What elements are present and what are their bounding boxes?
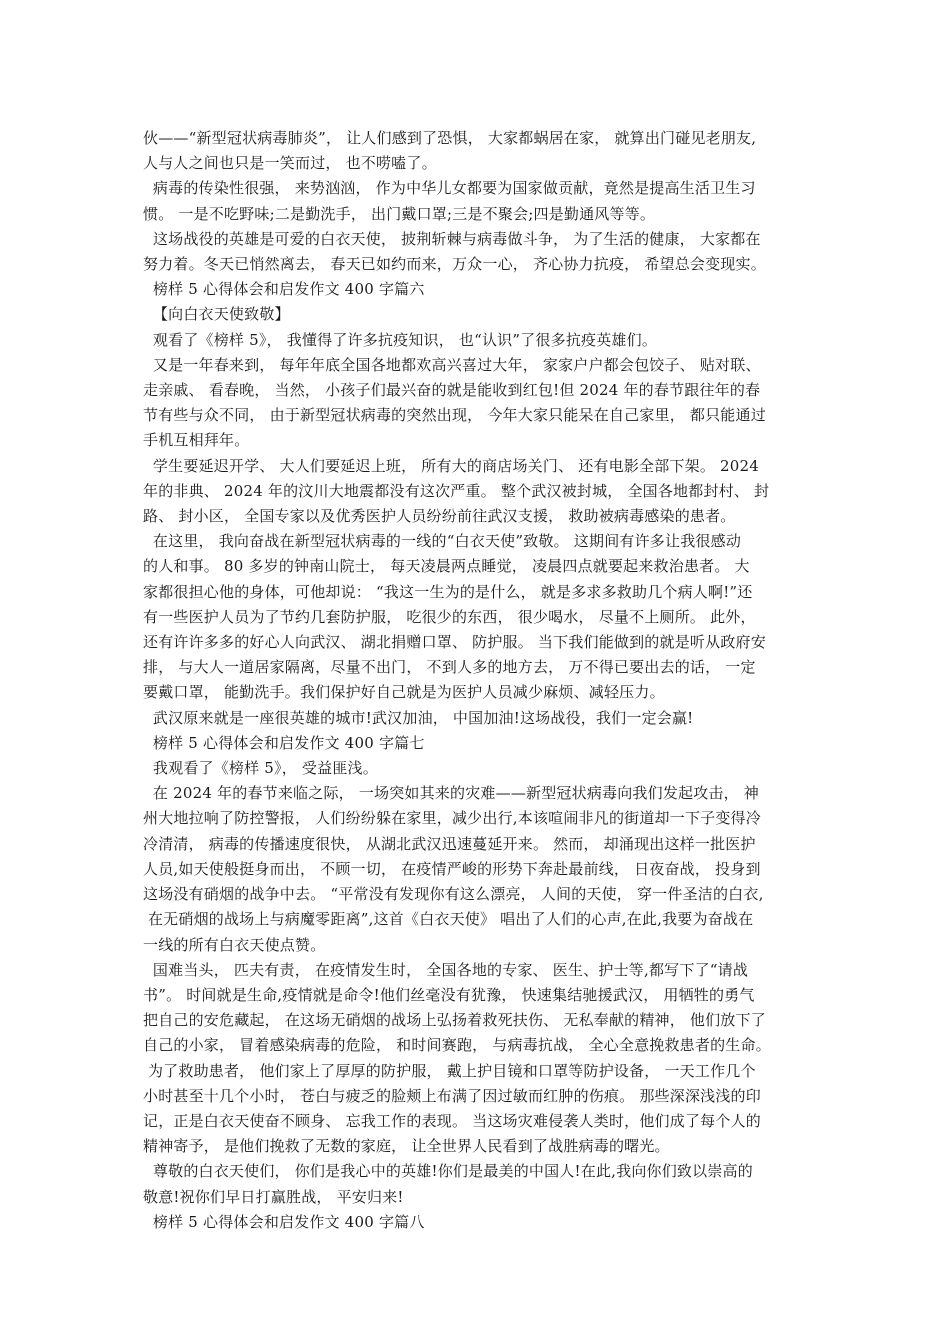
paragraph	[143, 706, 815, 731]
paragraph	[143, 126, 815, 176]
text-line: 【向白衣天使致敬】	[143, 305, 290, 324]
paragraph	[143, 1159, 815, 1209]
text-line: 要戴口罩， 能勤洗手。我们保护好自己就是为医护人员减少麻烦、减轻压力。	[143, 683, 665, 702]
text-line: 精神寄予， 是他们挽救了无数的家庭， 让全世界人民看到了战胜病毒的曙光。	[143, 1137, 670, 1156]
text-line: 这场战役的英雄是可爱的白衣天使， 披荆斩棘与病毒做斗争， 为了生活的健康， 大家都在	[143, 229, 761, 248]
text-line: 在无硝烟的战场上与病魔零距离”,这首《白衣天使》 唱出了人们的心声,在此,我要为奋战在	[143, 910, 754, 929]
paragraph	[143, 328, 815, 353]
text-line: 这场没有硝烟的战争中去。 “平常没有发现你有这么漂亮， 人间的天使， 穿一件圣洁的白衣,	[143, 885, 764, 904]
text-line: 人员,如天使般挺身而出， 不顾一切， 在疫情严峻的形势下奔赴最前线， 日夜奋战， 投身到	[143, 859, 761, 878]
text-line: 还有许许多多的好心人向武汉、 湖北捐赠口罩、 防护服。 当下我们能做到的就是听从政府安	[143, 633, 766, 652]
text-line: 自己的小家， 冒着感染病毒的危险， 和时间赛跑， 与病毒抗战， 全心全意挽救患者的生命。	[143, 1036, 771, 1055]
text-line: 排， 与大人一道居家隔离，尽量不出门， 不到人多的地方去， 万不得已要出去的话， 一定	[143, 658, 756, 677]
text-line: 手机互相拜年。	[143, 431, 250, 450]
text-line: 榜样 5 心得体会和启发作文 400 字篇六	[143, 280, 425, 299]
text-line: 走亲戚、 看春晚， 当然， 小孩子们最兴奋的就是能收到红包!但 2024 年的春节跟往年的春	[143, 381, 761, 400]
text-line: 书”。 时间就是生命,疫情就是命令!他们丝毫没有犹豫， 快速集结驰援武汉， 用牺牲的勇气	[143, 985, 755, 1004]
text-line: 在这里， 我向奋战在新型冠状病毒的一线的“白衣天使”致敬。 这期间有许多让我很感动	[143, 532, 742, 551]
text-line: 的人和事。 80 多岁的钟南山院士， 每天凌晨两点睡觉， 凌晨四点就要起来救治患者。 大	[143, 557, 750, 576]
paragraph	[143, 529, 815, 705]
text-line: 伙——“新型冠状病毒肺炎”， 让人们感到了恐惧， 大家都蜗居在家， 就算出门碰见老朋友,	[143, 129, 757, 147]
text-line: 为了救助患者， 他们家上了厚厚的防护服， 戴上护目镜和口罩等防护设备， 一天工作几个	[143, 1061, 756, 1080]
section-heading	[143, 302, 815, 327]
section-heading	[143, 277, 815, 302]
section-heading	[143, 1210, 815, 1235]
text-line: 观看了《榜样 5》， 我懂得了许多抗疫知识， 也“认识”了很多抗疫英雄们。	[143, 330, 658, 349]
text-line: 尊敬的白衣天使们， 你们是我心中的英雄!你们是最美的中国人!在此,我向你们致以崇高的	[143, 1162, 753, 1181]
text-line: 一线的所有白衣天使点赞。	[143, 935, 326, 954]
paragraph	[143, 227, 815, 277]
text-line: 努力着。冬天已悄然离去， 春天已如约而来，万众一心， 齐心协力抗疫， 希望总会变现实。	[143, 255, 766, 274]
text-line: 敬意!祝你们早日打赢胜战， 平安归来!	[143, 1187, 404, 1206]
text-line: 州大地拉响了防控警报， 人们纷纷躲在家里，减少出行,本该喧闹非凡的街道却一下子变得冷	[143, 809, 761, 828]
text-line: 有一些医护人员为了节约几套防护服， 吃很少的东西， 很少喝水， 尽量不上厕所。 此外，	[143, 607, 756, 626]
text-line: 把自己的安危藏起， 在这场无硝烟的战场上弘扬着救死扶伤、 无私奉献的精神， 他们放下了	[143, 1011, 766, 1030]
text-line: 国难当头， 匹夫有责， 在疫情发生时， 全国各地的专家、 医生、护士等,都写下了“请战	[143, 960, 749, 979]
text-line: 年的非典、 2024 年的汶川大地震都没有这次严重。 整个武汉被封城， 全国各地都封村、 封	[143, 481, 770, 500]
section-heading	[143, 731, 815, 756]
text-line: 榜样 5 心得体会和启发作文 400 字篇七	[143, 733, 425, 752]
text-line: 我观看了《榜样 5》， 受益匪浅。	[143, 759, 378, 778]
text-line: 家都很担心他的身体，可他却说： “我这一生为的是什么， 就是多求多救助几个病人啊!”还	[143, 582, 753, 601]
text-line: 病毒的传染性很强， 来势汹汹， 作为中华儿女都要为国家做贡献，竟然是提高生活卫生习	[143, 179, 756, 198]
paragraph	[143, 756, 815, 781]
document-body	[143, 126, 815, 1235]
text-line: 路、 封小区， 全国专家以及优秀医护人员纷纷前往武汉支援， 救助被病毒感染的患者。	[143, 507, 736, 526]
text-line: 在 2024 年的春节来临之际， 一场突如其来的灾难——新型冠状病毒向我们发起攻击， 神	[143, 784, 759, 803]
paragraph	[143, 454, 815, 530]
text-line: 节有些与众不同， 由于新型冠状病毒的突然出现， 今年大家只能呆在自己家里， 都只能通过	[143, 406, 766, 425]
paragraph	[143, 353, 815, 454]
text-line: 人与人之间也只是一笑而过， 也不唠嗑了。	[143, 154, 437, 173]
text-line: 武汉原来就是一座很英雄的城市!武汉加油， 中国加油!这场战役，我们一定会赢!	[143, 708, 694, 727]
text-line: 学生要延迟开学、 大人们要延迟上班， 所有大的商店场关门、 还有电影全部下架。 2024	[143, 456, 759, 475]
text-line: 又是一年春来到， 每年年底全国各地都欢高兴喜过大年， 家家户户都会包饺子、 贴对联、	[143, 355, 761, 374]
text-line: 惯。 一是不吃野味;二是勤洗手， 出门戴口罩;三是不聚会;四是勤通风等等。	[143, 204, 656, 223]
paragraph	[143, 176, 815, 226]
text-line: 冷清清， 病毒的传播速度很快， 从湖北武汉迅速蔓延开来。 然而， 却涌现出这样一批医护	[143, 834, 756, 853]
text-line: 记，正是白衣天使奋不顾身、 忘我工作的表现。 当这场灾难侵袭人类时，他们成了每个人的	[143, 1111, 761, 1130]
text-line: 小时甚至十几个小时， 苍白与疲乏的脸颊上布满了因过敏而红肿的伤痕。 那些深深浅浅的印	[143, 1086, 761, 1105]
text-line: 榜样 5 心得体会和启发作文 400 字篇八	[143, 1212, 425, 1231]
paragraph	[143, 781, 815, 957]
paragraph	[143, 958, 815, 1160]
